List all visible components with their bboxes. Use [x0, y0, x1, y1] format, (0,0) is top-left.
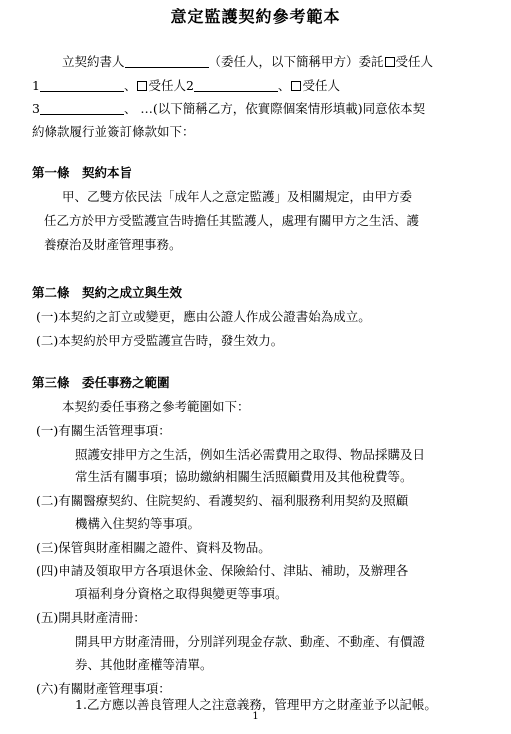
intro-line-4: 約條款履行並簽訂條款如下：	[32, 124, 195, 139]
article-1-line: 任乙方於甲方受監護宣告時擔任其監護人，處理有關甲方之生活、護	[44, 213, 420, 228]
article-3-line: 項福利身分資格之取得與變更等事項。	[75, 586, 288, 601]
intro-text: 1	[32, 78, 40, 93]
intro-text: 、	[277, 78, 291, 93]
article-2-item: (一)本契約之訂立或變更，應由公證人作成公證書始為成立。	[36, 309, 371, 324]
checkbox[interactable]	[291, 81, 301, 91]
article-3-line: 本契約委任事務之參考範圍如下：	[62, 399, 250, 414]
article-3-line: 開具甲方財產清冊，分別詳列現金存款、動產、不動產、有價證	[75, 634, 426, 649]
article-3-line: 券、其他財產權等清單。	[75, 657, 213, 672]
document-title: 意定監護契約參考範本	[170, 7, 341, 26]
article-3-item: (六)有關財產管理事項：	[36, 681, 171, 696]
article-1-heading: 第一條 契約本旨	[32, 165, 133, 180]
article-2-item: (二)本契約於甲方受監護宣告時，發生效力。	[36, 333, 284, 348]
article-3-line: 照護安排甲方之生活，例如生活必需費用之取得、物品採購及日	[75, 447, 426, 462]
agent-1-name-blank[interactable]	[40, 79, 124, 92]
checkbox[interactable]	[137, 81, 147, 91]
article-3-item: (一)有關生活管理事項：	[36, 423, 171, 438]
intro-line-2	[32, 78, 340, 94]
intro-text: （委任人，以下簡稱甲方）委託	[208, 54, 384, 69]
article-3-item: (五)開具財產清冊：	[36, 610, 146, 625]
agent-3-name-blank[interactable]	[40, 102, 124, 115]
article-3-line: 1.乙方應以善良管理人之注意義務，管理甲方之財產並予以記帳。	[75, 697, 437, 712]
intro-line-3	[32, 101, 425, 117]
article-3-heading: 第三條 委任事務之範圍	[32, 375, 170, 390]
intro-text: 立契約書人	[62, 54, 125, 69]
intro-text: 受任人	[395, 54, 434, 69]
article-1-line: 甲、乙雙方依民法「成年人之意定監護」及相關規定，由甲方委	[62, 189, 413, 204]
agent-2-name-blank[interactable]	[194, 79, 278, 92]
principal-name-blank[interactable]	[125, 55, 209, 68]
checkbox[interactable]	[385, 57, 395, 67]
article-3-line: 常生活有關事項；協助繳納相關生活照顧費用及其他稅費等。	[75, 469, 413, 484]
page-number: 1	[252, 711, 259, 722]
article-3-item: (三)保管與財產相關之證件、資料及物品。	[36, 540, 271, 555]
article-3-item: (四)申請及領取甲方各項退休金、保險給付、津貼、補助，及辦理各	[36, 563, 409, 578]
article-3-item: (二)有關醫療契約、住院契約、看護契約、福利服務利用契約及照顧	[36, 493, 409, 508]
intro-line-1	[62, 54, 433, 70]
article-3-line: 機構入住契約等事項。	[75, 516, 201, 531]
article-2-heading: 第二條 契約之成立與生效	[32, 285, 183, 300]
article-1-line: 養療治及財產管理事務。	[44, 237, 182, 252]
intro-text: 受任人2	[148, 78, 194, 93]
intro-text: 、 …(以下簡稱乙方，依實際個案情形填載)同意依本契	[123, 101, 426, 116]
intro-text: 3	[32, 101, 40, 116]
intro-text: 、	[123, 78, 137, 93]
intro-text: 受任人	[302, 78, 340, 93]
